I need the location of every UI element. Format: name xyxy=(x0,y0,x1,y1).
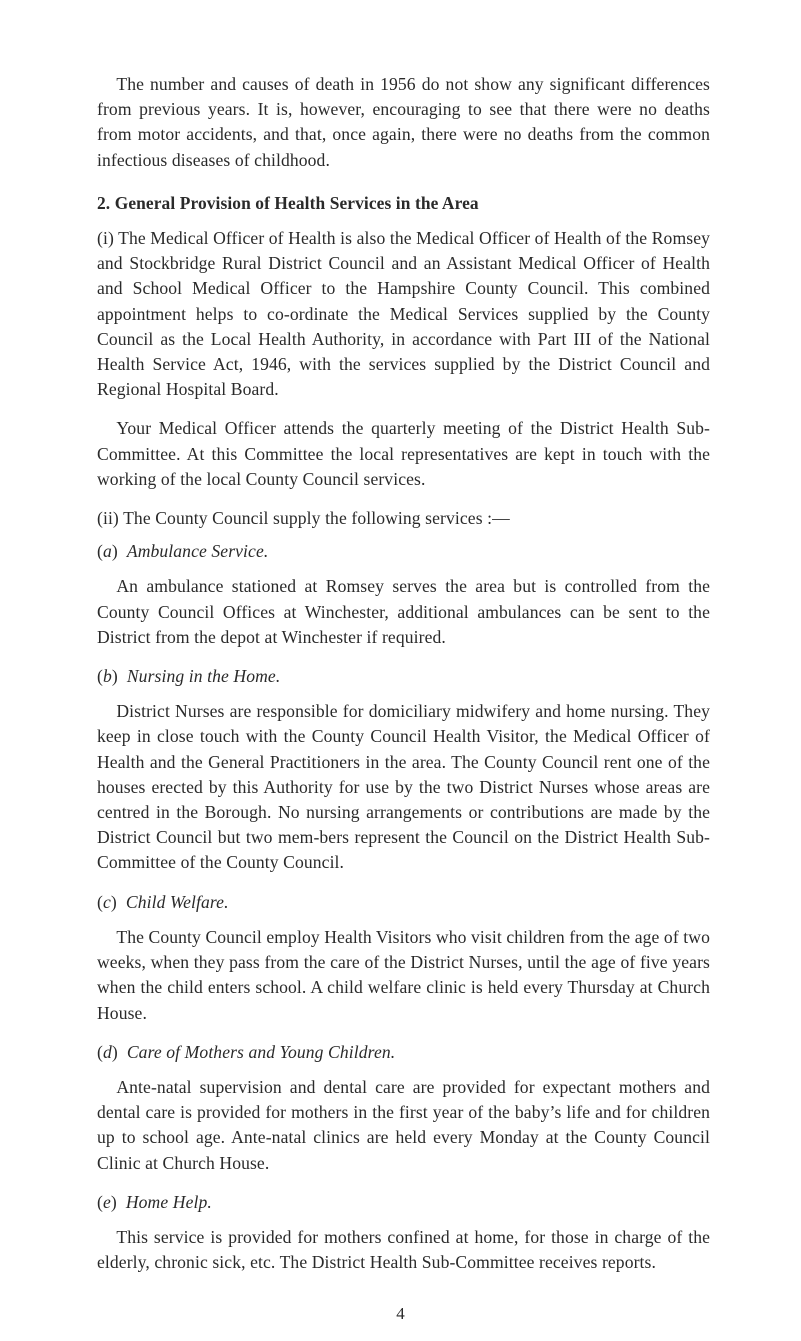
service-e-letter: e xyxy=(102,1191,111,1212)
service-e-title-line: (e) Home Help. xyxy=(97,1191,212,1212)
service-c-title: Child Welfare. xyxy=(125,891,229,912)
service-a-title: Ambulance Service. xyxy=(126,541,269,562)
service-c-text: The County Council employ Health Visitors who visit children from the age of two weeks, when they pass from the care of the District Nurses, until the age of five years when the child enters school. A child welfare clinic is held every Thursday at Church House. xyxy=(97,926,710,1023)
page-number: 4 xyxy=(396,1304,405,1323)
service-a-letter: a xyxy=(102,541,112,562)
service-b-text: District Nurses are responsible for domiciliary midwifery and home nursing. They keep in close touch with the County Council Health Visitor, the Medical Officer of Health and the General Practitioners in the area. The County Council rent one of the houses erected by this Authority for use by the two District Nurses whose areas are centred in the Borough. No nursing arrangements or contributions are made by the District Council but two mem-bers represent the Council on the District Health Sub-Committee of the County Council. xyxy=(97,701,710,873)
service-d-title-line: (d) Care of Mothers and Young Children. xyxy=(97,1041,396,1062)
service-c-letter: c xyxy=(102,891,111,912)
service-e-title: Home Help. xyxy=(125,1191,212,1212)
section-heading: 2. General Provision of Health Services in the Area xyxy=(97,192,479,213)
paragraph-committee: Your Medical Officer attends the quarterly meeting of the District Health Sub-Committee. At this Committee the local representatives are kept in touch with the working of the local County Council services. xyxy=(97,418,710,489)
paragraph-i: (i) The Medical Officer of Health is also the Medical Officer of Health of the Romsey and Stockbridge Rural District Council and an Assistant Medical Officer of Health and School Medical Officer to the Hampshire County Council. This combined appointment helps to co-ordinate the Medical Services supplied by the County Council as the Local Health Authority, in accordance with Part III of the National Health Service Act, 1946, with the services supplied by the District Council and Regional Hospital Board. xyxy=(97,228,710,400)
service-b-letter: b xyxy=(102,666,112,687)
paragraph-ii: (ii) The County Council supply the following services :— xyxy=(97,508,510,529)
service-c-title-line: (c) Child Welfare. xyxy=(97,891,229,912)
service-d-text: Ante-natal supervision and dental care are provided for expectant mothers and dental care is provided for mothers in the first year of the baby’s life and for children up to school age. Ante-natal clinics are held every Monday at the County Council Clinic at Church House. xyxy=(97,1076,710,1173)
service-d-title: Care of Mothers and Young Children. xyxy=(126,1041,396,1062)
service-d-letter: d xyxy=(102,1041,112,1062)
service-a-text: An ambulance stationed at Romsey serves the area but is controlled from the County Council Offices at Winchester, additional ambulances can be sent to the District from the depot at Winchester if required. xyxy=(97,576,710,647)
service-e-text: This service is provided for mothers confined at home, for those in charge of the elderly, chronic sick, etc. The District Health Sub-Committee receives reports. xyxy=(97,1226,710,1273)
service-a-title-line: (a) Ambulance Service. xyxy=(97,541,269,562)
document-page xyxy=(97,72,710,1275)
service-b-title-line: (b) Nursing in the Home. xyxy=(97,666,281,687)
service-b-title: Nursing in the Home. xyxy=(126,666,281,687)
intro-paragraph: The number and causes of death in 1956 do not show any significant differences from previous years. It is, however, encouraging to see that there were no deaths from motor accidents, and that, once again, there were no deaths from the common infectious diseases of childhood. xyxy=(97,74,710,170)
